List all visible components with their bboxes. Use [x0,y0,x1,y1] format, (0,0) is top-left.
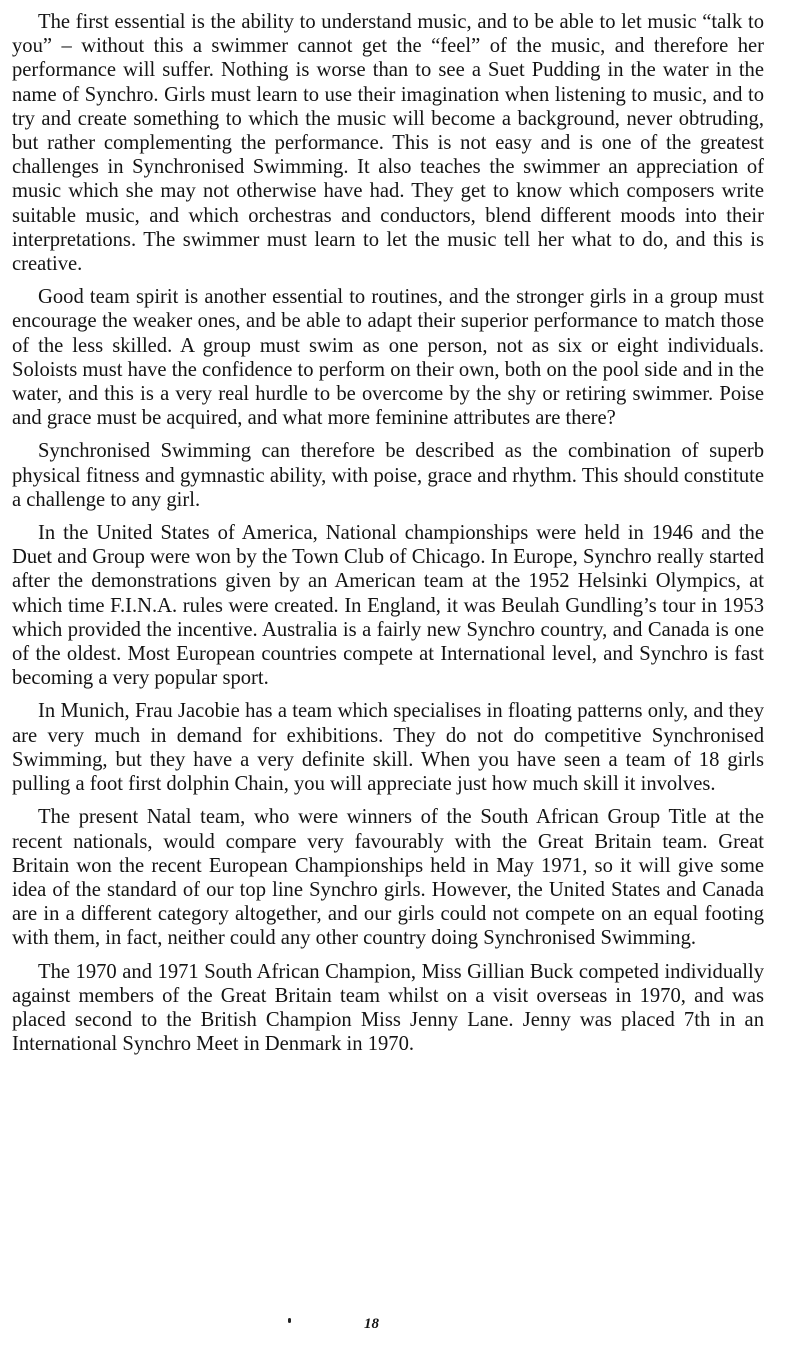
paragraph-team-spirit: Good team spirit is another essential to routines, and the stronger girls in a group must encourage the weaker ones, and be able to adapt their superior performance to match those of the less skilled. A group must swim as one person, not as six or eight individuals. Soloists must have the confidence to perform on their own, both on the pool side and in the water, and this is a very real hurdle to be overcome by the shy or retiring swimmer. Poise and grace must be acquired, and what more feminine attributes are there? [12,286,764,430]
paragraph-munich: In Munich, Frau Jacobie has a team which specialises in floating patterns only, and they are very much in demand for exhibitions. They do not do competitive Synchronised Swimming, but they have a very definite skill. When you have seen a team of 18 girls pulling a foot first dolphin Chain, you will appreciate just how much skill it involves. [12,700,764,796]
page-body [12,10,764,1065]
paragraph-history: In the United States of America, National championships were held in 1946 and the Duet and Group were won by the Town Club of Chicago. In Europe, Synchro really started after the demonstrations given by an American team at the 1952 Helsinki Olympics, at which time F.I.N.A. rules were created. In England, it was Beulah Gundling’s tour in 1953 which provided the incentive. Australia is a fairly new Synchro country, and Canada is one of the oldest. Most European countries compete at International level, and Synchro is fast becoming a very popular sport. [12,522,764,690]
paragraph-natal-team: The present Natal team, who were winners of the South African Group Title at the recent nationals, would compare very favourably with the Great Britain team. Great Britain won the recent European Championships held in May 1971, so it will give some idea of the standard of our top line Synchro girls. However, the United States and Canada are in a different category altogether, and our girls could not compete on an equal footing with them, in fact, neither could any other country doing Synchronised Swimming. [12,806,764,950]
ink-speck [288,1318,291,1323]
paragraph-definition: Synchronised Swimming can therefore be described as the combination of superb physical fitness and gymnastic ability, with poise, grace and rhythm. This should constitute a challenge to any girl. [12,440,764,511]
paragraph-champion: The 1970 and 1971 South African Champion, Miss Gillian Buck competed individually against members of the Great Britain team whilst on a visit overseas in 1970, and was placed second to the British Champion Miss Jenny Lane. Jenny was placed 7th in an International Synchro Meet in Denmark in 1970. [12,960,764,1056]
paragraph-music: The first essential is the ability to understand music, and to be able to let music “talk to you” – without this a swimmer cannot get the “feel” of the music, and therefore her performance will suffer. Nothing is worse than to see a Suet Pudding in the water in the name of Synchro. Girls must learn to use their imagination when listening to music, and to try and create something to which the music will become a background, never obtruding, but rather complementing the performance. This is not easy and is one of the greatest challenges in Synchronised Swimming. It also teaches the swimmer an appreciation of music which she may not otherwise have had. They get to know which composers write suitable music, and which orchestras and conductors, blend different moods into their interpretations. The swimmer must learn to let the music tell her what to do, and this is creative. [12,11,764,276]
page-number: 18 [364,1316,379,1332]
